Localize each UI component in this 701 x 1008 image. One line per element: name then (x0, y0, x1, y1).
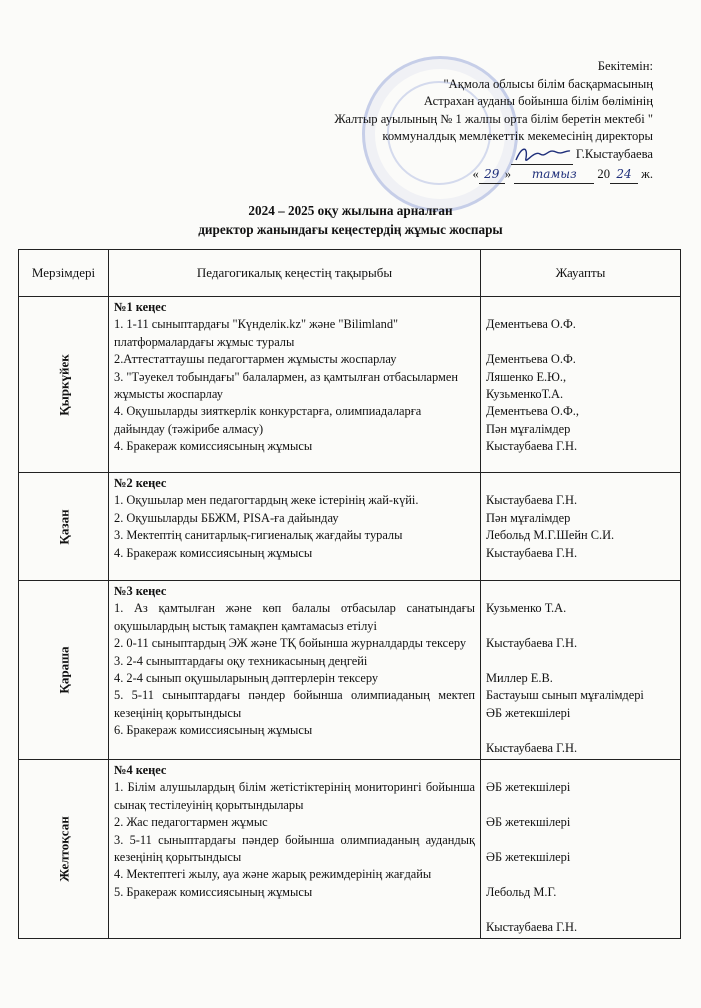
date-unit: ж. (641, 166, 653, 181)
responsible-line: Кыстаубаева Г.Н. (486, 740, 578, 755)
date-year-suffix: 24 (610, 166, 638, 185)
topic-item: 6. Бракераж комиссиясының жұмысы (114, 723, 313, 738)
topic-item: 1. Аз қамтылған және көп балалы отбасылар санатындағы оқушылардың ыстық тамақпен қамтамасыз етілуі (114, 601, 475, 633)
responsible-line: Кыстаубаева Г.Н. (486, 636, 578, 651)
responsible-line: Дементьева О.Ф., (486, 404, 579, 419)
responsible-line (486, 722, 675, 739)
responsible-line: Бастауыш сынып мұғалімдері (486, 688, 644, 703)
month-label: Қараша (55, 646, 71, 694)
topic-item: 5. 5-11 сыныптардағы пәндер бойынша олимпиаданың мектеп кезеңінің қорытындысы (114, 688, 475, 720)
responsible-line: Кузьменко Т.А. (486, 601, 567, 616)
responsible-line: Кыстаубаева Г.Н. (486, 439, 578, 454)
responsible-line: Кыстаубаева Г.Н. (486, 919, 578, 934)
responsible-line: Ляшенко Е.Ю., (486, 369, 567, 384)
date-year-prefix: 20 (597, 166, 610, 181)
council-heading: №4 кеңес (114, 763, 167, 777)
responsible-line: Лебольд М.Г.Шейн С.И. (486, 528, 615, 543)
date-day: 29 (479, 166, 505, 185)
responsible-spacer (486, 762, 675, 779)
header-responsible: Жауапты (481, 250, 681, 297)
title-line-2: директор жанындағы кеңестердің жұмыс жоспары (198, 222, 503, 237)
table-header-row (19, 250, 681, 297)
council-heading: №2 кеңес (114, 476, 167, 490)
responsible-line (486, 797, 675, 814)
topic-item: 2. 0-11 сыныптардың ЭЖ және ТҚ бойынша журналдарды тексеру (114, 636, 467, 651)
responsible-cell (481, 297, 681, 473)
topic-item: 3. 2-4 сыныптардағы оқу техникасының деңгейі (114, 653, 368, 668)
responsible-line (486, 832, 675, 849)
council-heading: №1 кеңес (114, 300, 167, 314)
approval-line: Жалтыр ауылының № 1 жалпы орта білім беретін мектебі " (334, 111, 653, 126)
topic-item: 4. 2-4 сынып оқушыларының дәптерлерін тексеру (114, 671, 379, 686)
title-line-1: 2024 – 2025 оқу жылына арналған (248, 203, 453, 218)
topic-item: 3. "Тәуекел тобындағы" балалармен, аз қамтылған отбасылармен жұмысты жоспарлау (114, 369, 458, 402)
table-row (19, 473, 681, 581)
responsible-line: ӘБ жетекшілері (486, 815, 571, 830)
responsible-line: Дементьева О.Ф. (486, 352, 576, 367)
responsible-line: Пән мұғалімдер (486, 510, 571, 525)
signature-line (173, 146, 653, 165)
month-cell (19, 473, 109, 581)
approval-block (173, 58, 653, 184)
responsible-line (486, 334, 675, 351)
plan-table (18, 249, 681, 939)
topic-cell (109, 473, 481, 581)
responsible-line: Кыстаубаева Г.Н. (486, 493, 578, 508)
director-signature (512, 142, 572, 168)
responsible-spacer (486, 583, 675, 600)
topic-item: 1. Білім алушылардың білім жетістіктерінің мониторингі бойынша сынақ тестілеуінің қорытындылары (114, 780, 475, 812)
responsible-line: Лебольд М.Г. (486, 884, 557, 899)
month-label: Қазан (55, 508, 71, 545)
approval-line: Бекітемін: (597, 59, 653, 73)
table-row (19, 297, 681, 473)
date-open-quote: « (472, 166, 479, 181)
topic-item: 4. Мектептегі жылу, ауа және жарық режимдерінің жағдайы (114, 867, 432, 882)
responsible-line (486, 653, 675, 670)
date-month: тамыз (514, 166, 594, 185)
council-heading: №3 кеңес (114, 584, 167, 598)
header-topic: Педагогикалық кеңестің тақырыбы (109, 250, 481, 297)
month-label: Қыркүйек (55, 353, 71, 416)
topic-item: 3. Мектептің санитарлық-гигиеналық жағдайы туралы (114, 528, 403, 543)
date-close-quote: » (504, 166, 512, 181)
responsible-line: Пән мұғалімдер (486, 421, 571, 436)
topic-item: 2. Оқушыларды ББЖМ, PISA-ға дайындау (114, 510, 339, 525)
approval-line: Астрахан ауданы бойынша білім бөлімінің (423, 94, 653, 109)
responsible-line: ӘБ жетекшілері (486, 780, 571, 795)
topic-cell (109, 581, 481, 760)
topic-item: 5. Бракераж комиссиясының жұмысы (114, 884, 313, 899)
month-cell (19, 297, 109, 473)
responsible-line: Дементьева О.Ф. (486, 317, 576, 332)
signature-name: Г.Кыстаубаева (575, 146, 653, 161)
responsible-line: Миллер Е.В. (486, 670, 553, 685)
topic-item: 4. Бракераж комиссиясының жұмысы (114, 439, 313, 454)
header-period: Мерзімдері (19, 250, 109, 297)
table-row (19, 760, 681, 939)
responsible-cell (481, 760, 681, 939)
topic-item: 2.Аттестаттаушы педагогтармен жұмысты жоспарлау (114, 352, 397, 367)
document-title (0, 201, 701, 239)
responsible-line: ӘБ жетекшілері (486, 705, 571, 720)
month-cell (19, 760, 109, 939)
month-cell (19, 581, 109, 760)
responsible-line: КузьменкоТ.А. (486, 387, 564, 401)
topic-cell (109, 297, 481, 473)
responsible-line: Кыстаубаева Г.Н. (486, 545, 578, 560)
topic-item: 2. Жас педагогтармен жұмыс (114, 815, 268, 830)
topic-cell (109, 760, 481, 939)
responsible-line (486, 299, 675, 316)
topic-item: 3. 5-11 сыныптардағы пәндер бойынша олимпиаданың аудандық кезеңінің қорытындысы (114, 832, 475, 865)
responsible-line (486, 866, 675, 883)
responsible-cell (481, 581, 681, 760)
topic-item: 1. Оқушылар мен педагогтардың жеке істерінің жай-күйі. (114, 493, 419, 508)
date-line (173, 166, 653, 185)
topic-item: 1. 1-11 сыныптардағы "Күнделік.kz" және "Bilimland" платформалардағы жұмыс туралы (114, 317, 399, 349)
approval-line: коммуналдық мемлекеттік мекемесінің директоры (382, 129, 653, 144)
responsible-line: ӘБ жетекшілері (486, 849, 571, 864)
responsible-line (486, 901, 675, 918)
responsible-spacer (486, 475, 675, 492)
topic-item: 4. Оқушыларды зияткерлік конкурстарға, олимпиадаларға дайындау (тәжірибе алмасу) (114, 404, 422, 436)
responsible-line (486, 618, 675, 635)
month-label: Желтоқсан (55, 816, 71, 882)
responsible-cell (481, 473, 681, 581)
topic-item: 4. Бракераж комиссиясының жұмысы (114, 545, 313, 560)
approval-line: "Ақмола облысы білім басқармасының (443, 76, 653, 91)
table-row (19, 581, 681, 760)
